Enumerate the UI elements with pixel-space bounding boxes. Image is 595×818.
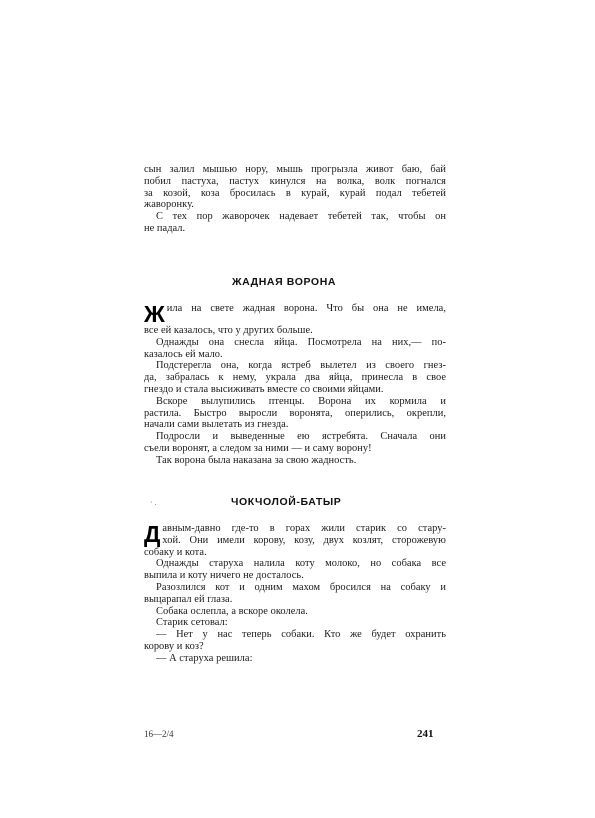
- text-line: съели воронят, а следом за ними — и саму ворону!: [144, 442, 372, 454]
- text-line: С тех пор жаворочек надевает тебетей так, чтобы он: [156, 211, 446, 223]
- text-line: корову и коз?: [144, 640, 204, 652]
- text-line: — А старуха решила:: [156, 652, 253, 664]
- text-line: Однажды она снесла яйца. Посмотрела на них,— по-: [156, 336, 446, 348]
- drop-cap: Ж: [144, 301, 165, 327]
- printer-signature: 16—2/4: [144, 729, 174, 739]
- drop-cap: Д: [144, 521, 161, 547]
- text-line: не падал.: [144, 222, 186, 234]
- text-line: жаворонку.: [144, 199, 194, 211]
- text-line: ила на свете жадная ворона. Что бы она не имела,: [166, 303, 446, 314]
- text-line: сын залил мышью нору, мышь прогрызла живот баю, бай: [144, 164, 446, 175]
- text-line: авным-давно где-то в горах жили старик со стару-: [162, 523, 446, 534]
- text-line: побил пастуха, пастух кинулся на волка, волк погнался: [144, 175, 446, 187]
- text-line: хой. Они имели корову, козу, двух козлят, сторожевую: [162, 534, 446, 546]
- story-title-greedy-crow: ЖАДНАЯ ВОРОНА: [232, 276, 337, 288]
- text-line: казалось ей мало.: [144, 348, 223, 360]
- text-line: да, забралась к нему, украла два яйца, принесла в свое: [144, 372, 446, 384]
- opening-paragraph: [144, 523, 446, 558]
- text-line: — Нет у нас теперь собаки. Кто же будет охранить: [156, 629, 446, 641]
- text-line: Собака ослепла, а вскоре околела.: [156, 605, 308, 617]
- text-line: Однажды старуха налила коту молоко, но собака все: [156, 558, 446, 570]
- stray-mark: · .: [150, 498, 157, 507]
- text-line: собаку и кота.: [144, 546, 207, 558]
- page-number: 241: [417, 728, 434, 740]
- text-line: гнездо и стала высиживать вместе со своими яйцами.: [144, 383, 384, 395]
- text-line: Разозлился кот и одним махом бросился на собаку и: [156, 581, 446, 593]
- story-title-chokcholoi-batyr: ЧОКЧОЛОЙ-БАТЫР: [231, 496, 342, 508]
- story-chokcholoi-batyr-body: [144, 523, 446, 665]
- previous-story-ending: [144, 164, 446, 235]
- text-line: Так ворона была наказана за свою жадность.: [156, 454, 357, 466]
- text-line: начали сами вылетать из гнезда.: [144, 419, 289, 431]
- text-line: Подросли и выведенные ею ястребята. Сначала они: [156, 431, 446, 443]
- text-line: Старик сетовал:: [156, 617, 228, 629]
- text-line: выпила и коту ничего не досталось.: [144, 570, 304, 582]
- text-line: все ей казалось, что у других больше.: [144, 325, 313, 336]
- text-line: растила. Быстро выросли воронята, оперились, окрепли,: [144, 407, 446, 419]
- text-line: Вскоре вылупились птенцы. Ворона их кормила и: [156, 395, 446, 407]
- text-line: Подстерегла она, когда ястреб вылетел из своего гнез-: [156, 360, 446, 372]
- story-greedy-crow-body: [144, 303, 446, 467]
- opening-paragraph: [144, 303, 446, 337]
- text-line: за козой, коза бросилась в курай, курай подал тебетей: [144, 187, 446, 199]
- text-line: выцарапал ей глаза.: [144, 593, 233, 605]
